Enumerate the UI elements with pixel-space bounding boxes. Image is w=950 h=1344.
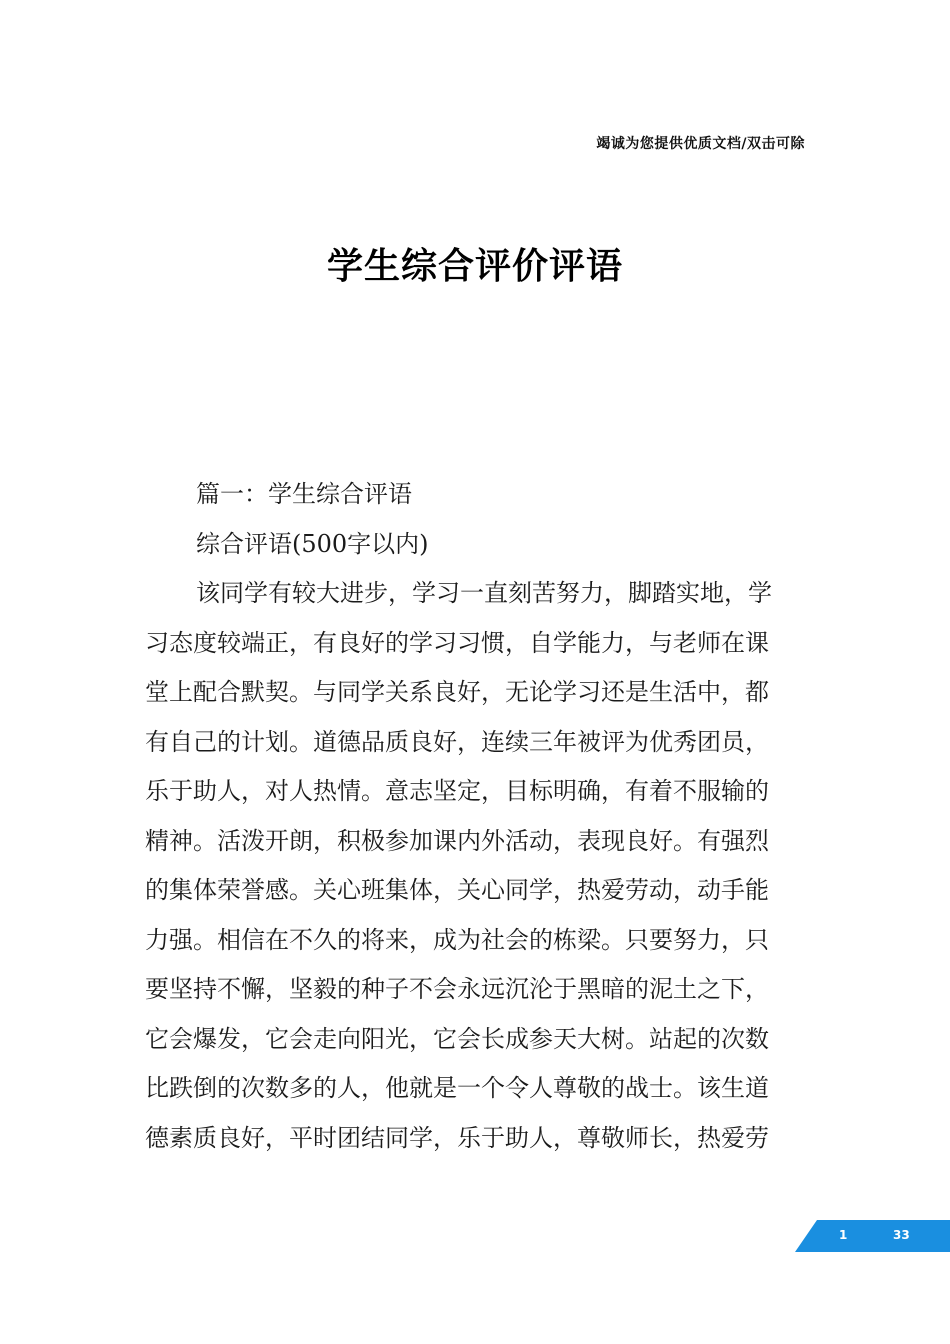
paragraph-line: 的集体荣誉感。关心班集体，关心同学，热爱劳动，动手能 — [145, 876, 769, 904]
paragraph-line: 有自己的计划。道德品质良好，连续三年被评为优秀团员， — [145, 727, 769, 756]
paragraph-line: 德素质良好，平时团结同学，乐于助人，尊敬师长，热爱劳 — [145, 1123, 769, 1152]
paragraph-line: 堂上配合默契。与同学关系良好，无论学习还是生活中，都 — [145, 678, 769, 706]
paragraph-line: 习态度较端正，有良好的学习习惯，自学能力，与老师在课 — [145, 628, 769, 657]
paragraph-line: 它会爆发，它会走向阳光，它会长成参天大树。站起的次数 — [145, 1024, 769, 1053]
paragraph-line: 要坚持不懈，坚毅的种子不会永远沉沦于黑暗的泥土之下， — [145, 975, 769, 1003]
page-number: 1 — [839, 1228, 848, 1242]
document-title: 学生综合评价评语 — [326, 246, 623, 287]
paragraph-line: 力强。相信在不久的将来，成为社会的栋梁。只要努力，只 — [145, 925, 769, 954]
section-heading: 篇一：学生综合评语 — [196, 480, 412, 508]
footer-band-shape — [795, 1220, 950, 1252]
page-footer-band — [795, 1220, 950, 1252]
paragraph-line: 精神。活泼开朗，积极参加课内外活动，表现良好。有强烈 — [145, 826, 769, 855]
paragraph-line: 该同学有较大进步，学习一直刻苦努力，脚踏实地，学 — [196, 579, 772, 607]
section-subheading: 综合评语(500字以内) — [196, 529, 429, 558]
page-total: 33 — [893, 1228, 910, 1242]
document-body — [145, 470, 805, 1163]
paragraph-line: 乐于助人，对人热情。意志坚定，目标明确，有着不服输的 — [145, 777, 769, 805]
header-note: 竭诚为您提供优质文档/双击可除 — [596, 136, 805, 152]
paragraph-line: 比跌倒的次数多的人，他就是一个令人尊敬的战士。该生道 — [145, 1074, 769, 1102]
